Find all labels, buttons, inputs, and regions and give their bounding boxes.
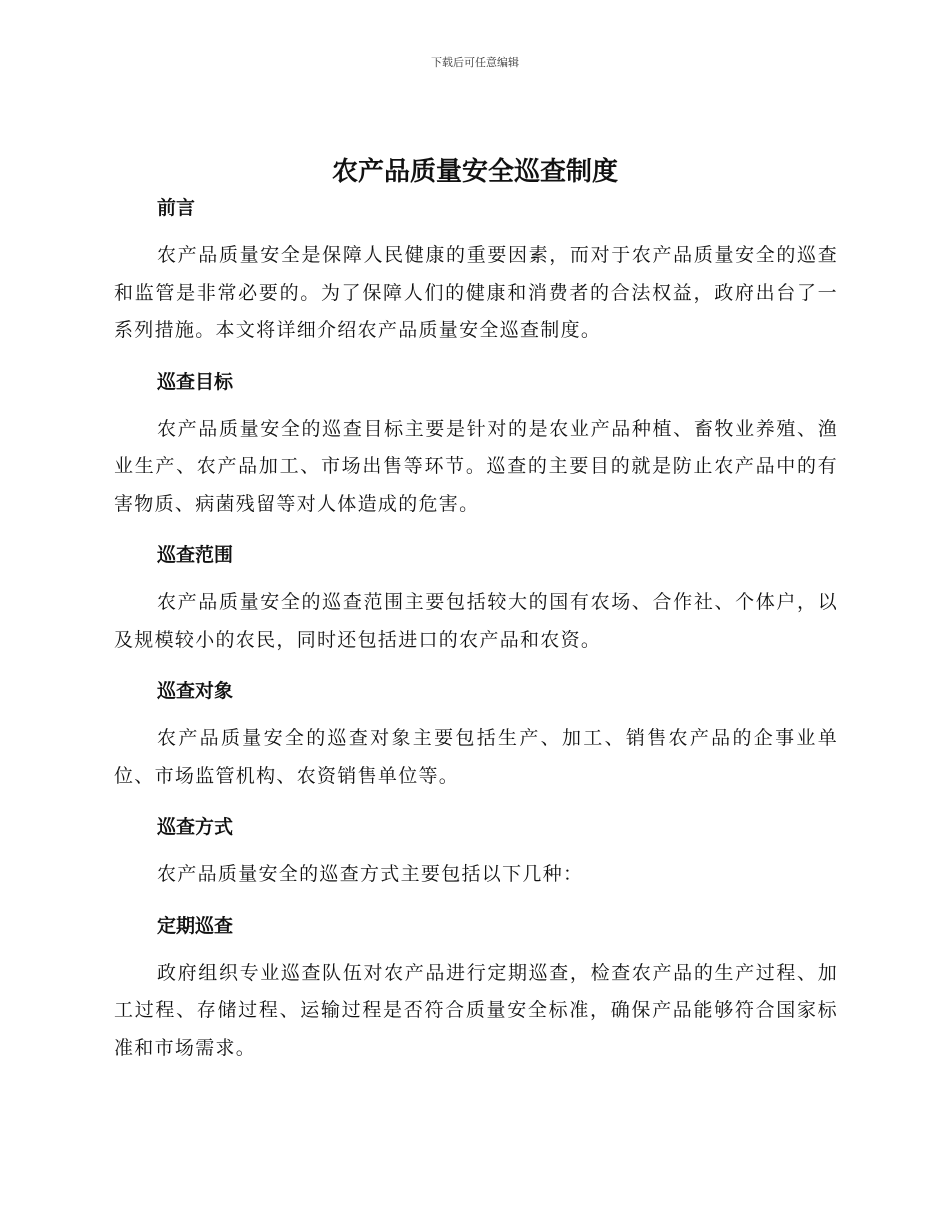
- section-paragraph: 农产品质量安全的巡查范围主要包括较大的国有农场、合作社、个体户，以及规模较小的农民，同时还包括进口的农产品和农资。: [114, 591, 838, 651]
- section-paragraph: 农产品质量安全是保障人民健康的重要因素，而对于农产品质量安全的巡查和监管是非常必要的。为了保障人们的健康和消费者的合法权益，政府出台了一系列措施。本文将详细介绍农产品质量安全巡查制度。: [114, 244, 838, 341]
- section-heading: 前言: [157, 197, 196, 219]
- page-header-note: 下载后可任意编辑: [431, 56, 519, 69]
- section-heading: 定期巡查: [157, 914, 234, 937]
- section-inspection-targets: [114, 673, 838, 795]
- section-heading: 巡查对象: [157, 680, 234, 702]
- section-paragraph: 农产品质量安全的巡查方式主要包括以下几种：: [157, 863, 584, 885]
- section-preface: [114, 190, 838, 350]
- document-title: 农产品质量安全巡查制度: [331, 157, 618, 187]
- section-heading: 巡查方式: [157, 816, 234, 838]
- section-heading: 巡查范围: [157, 544, 234, 566]
- section-inspection-scope: [114, 537, 838, 659]
- section-regular-inspection: [114, 908, 838, 1068]
- section-paragraph: 农产品质量安全的巡查目标主要是针对的是农业产品种植、畜牧业养殖、渔业生产、农产品加工、市场出售等环节。巡查的主要目的就是防止农产品中的有害物质、病菌残留等对人体造成的危害。: [114, 417, 838, 515]
- section-inspection-goals: [114, 364, 838, 524]
- section-paragraph: 农产品质量安全的巡查对象主要包括生产、加工、销售农产品的企事业单位、市场监管机构、农资销售单位等。: [114, 727, 838, 787]
- section-paragraph: 政府组织专业巡查队伍对农产品进行定期巡查，检查农产品的生产过程、加工过程、存储过程、运输过程是否符合质量安全标准，确保产品能够符合国家标准和市场需求。: [114, 961, 838, 1059]
- section-heading: 巡查目标: [157, 370, 234, 393]
- section-inspection-methods: [114, 809, 838, 894]
- document-body: [114, 190, 838, 1081]
